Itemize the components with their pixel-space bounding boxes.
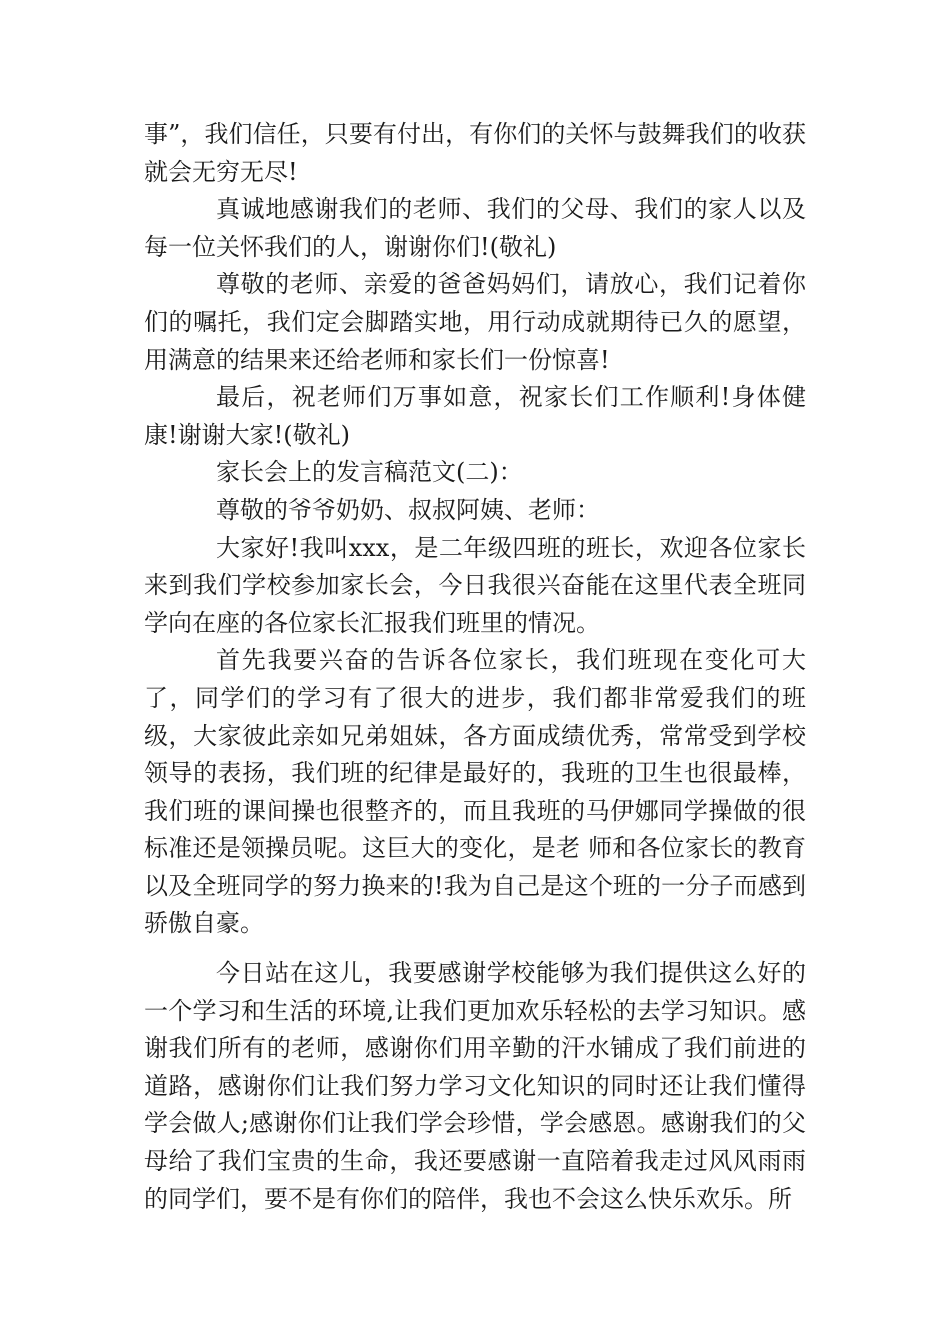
- paragraph: 最后，祝老师们万事如意，祝家长们工作顺利!身体健康!谢谢大家!(敬礼): [144, 383, 806, 449]
- paragraph: 真诚地感谢我们的老师、我们的父母、我们的家人以及每一位关怀我们的人，谢谢你们!(敬礼): [144, 195, 806, 261]
- salutation: 尊敬的爷爷奶奶、叔叔阿姨、老师：: [216, 495, 600, 524]
- paragraph: 首先我要兴奋的告诉各位家长，我们班现在变化可大了，同学们的学习有了很大的进步，我们都非常爱我们的班级，大家彼此亲如兄弟姐妹，各方面成绩优秀，常常受到学校领导的表扬，我们班的纪律是最好的，我班的卫生也很最棒，我们班的课间操也很整齐的，而且我班的马伊娜同学操做的很标准还是领操员呢。这巨大的变化，是老 师和各位家长的教育以及全班同学的努力换来的!我为自己是这个班的一分子而感到骄傲自豪。: [144, 646, 806, 938]
- paragraph: 今日站在这儿，我要感谢学校能够为我们提供这么好的一个学习和生活的环境,让我们更加欢乐轻松的去学习知识。感谢我们所有的老师，感谢你们用辛勤的汗水铺成了我们前进的道路，感谢你们让我们努力学习文化知识的同时还让我们懂得学会做人;感谢你们让我们学会珍惜，学会感恩。感谢我们的父母给了我们宝贵的生命，我还要感谢一直陪着我走过风风雨雨的同学们，要不是有你们的陪伴，我也不会这么快乐欢乐。所: [144, 959, 806, 1213]
- paragraph: 大家好!我叫xxx，是二年级四班的班长，欢迎各位家长来到我们学校参加家长会，今日我很兴奋能在这里代表全班同学向在座的各位家长汇报我们班里的情况。: [144, 533, 806, 637]
- document-body: [144, 116, 806, 1218]
- paragraph: 事”，我们信任，只要有付出，有你们的关怀与鼓舞我们的收获就会无穷无尽!: [144, 120, 806, 186]
- paragraph: 尊敬的老师、亲爱的爸爸妈妈们，请放心，我们记着你们的嘱托，我们定会脚踏实地，用行动成就期待已久的愿望，用满意的结果来还给老师和家长们一份惊喜!: [144, 270, 806, 374]
- section-heading: 家长会上的发言稿范文(二)：: [216, 458, 523, 487]
